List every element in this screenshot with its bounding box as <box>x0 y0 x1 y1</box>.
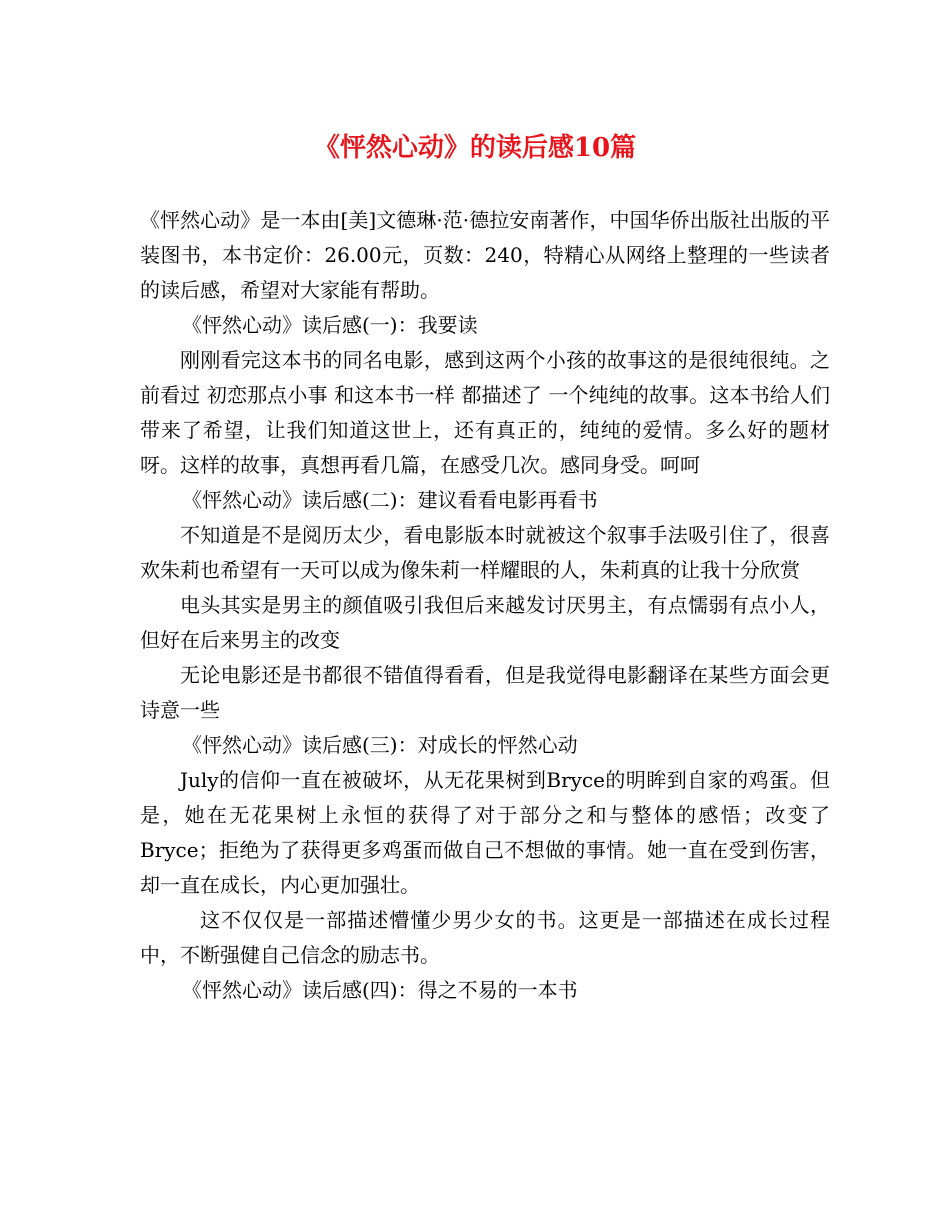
section-heading-4: 《怦然心动》读后感(四)：得之不易的一本书 <box>182 978 578 1002</box>
body-paragraph: 刚刚看完这本书的同名电影，感到这两个小孩的故事这的是很纯很纯。之前看过 初恋那点小事 和这本书一样 都描述了 一个纯纯的故事。这本书给人们带来了希望，让我们知道这世上，还有真正的，纯纯的爱情。多么好的题材呀。这样的故事，真想再看几篇，在感受几次。感同身受。呵呵 <box>140 348 830 477</box>
body-paragraph: 不知道是不是阅历太少，看电影版本时就被这个叙事手法吸引住了，很喜欢朱莉也希望有一天可以成为像朱莉一样耀眼的人，朱莉真的让我十分欣赏 <box>140 523 830 582</box>
section-heading-2: 《怦然心动》读后感(二)：建议看看电影再看书 <box>182 488 598 512</box>
document-title: 《怦然心动》的读后感10篇 <box>313 133 637 163</box>
body-paragraph: 无论电影还是书都很不错值得看看，但是我觉得电影翻译在某些方面会更诗意一些 <box>140 663 830 722</box>
body-paragraph: 这不仅仅是一部描述懵懂少男少女的书。这更是一部描述在成长过程中，不断强健自己信念的励志书。 <box>140 908 830 967</box>
body-paragraph: 电头其实是男主的颜值吸引我但后来越发讨厌男主，有点懦弱有点小人，但好在后来男主的改变 <box>140 593 830 652</box>
body-paragraph: July的信仰一直在被破坏，从无花果树到Bryce的明眸到自家的鸡蛋。但是，她在无花果树上永恒的获得了对于部分之和与整体的感悟；改变了Bryce；拒绝为了获得更多鸡蛋而做自己不想做的事情。她一直在受到伤害，却一直在成长，内心更加强壮。 <box>140 768 830 897</box>
section-heading-1: 《怦然心动》读后感(一)：我要读 <box>182 313 478 337</box>
section-heading-3: 《怦然心动》读后感(三)：对成长的怦然心动 <box>182 733 578 757</box>
document-body <box>140 203 830 1008</box>
intro-paragraph: 《怦然心动》是一本由[美]文德琳·范·德拉安南著作，中国华侨出版社出版的平装图书，本书定价：26.00元，页数：240，特精心从网络上整理的一些读者的读后感，希望对大家能有帮助。 <box>140 208 830 302</box>
